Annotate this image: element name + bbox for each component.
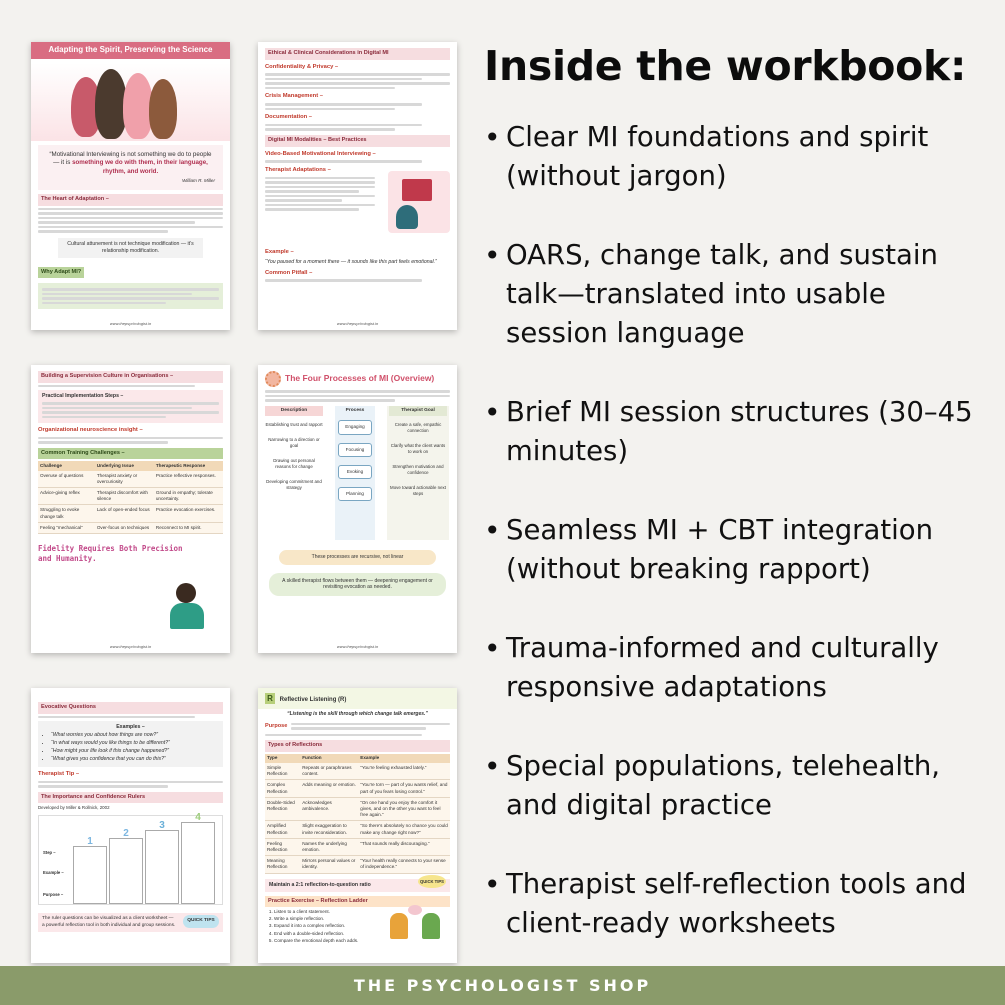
column-header: Therapist Goal bbox=[389, 406, 447, 416]
purpose-label: Purpose bbox=[265, 722, 288, 729]
section-heading: Confidentiality & Privacy – bbox=[265, 63, 339, 70]
quick-tips-badge: QUICK TIPS bbox=[418, 875, 446, 889]
body-text bbox=[291, 721, 450, 732]
feature-item: • Seamless MI + CBT integration (without breaking rapport) bbox=[484, 511, 984, 589]
table-cell: Lack of open-ended focus bbox=[95, 505, 154, 522]
table-header: Challenge bbox=[38, 461, 95, 470]
workbook-heading: Inside the workbook: bbox=[484, 42, 967, 90]
ratio-text: Maintain a 2:1 reflection-to-question ratio bbox=[269, 881, 371, 888]
tagline bbox=[38, 544, 223, 564]
table-row bbox=[265, 856, 450, 873]
table-cell: Ground in empathy; tolerate uncertainty. bbox=[154, 487, 223, 504]
page-footer: www.thepsychologist.in bbox=[109, 643, 152, 649]
sub-heading: Why Adapt MI? bbox=[38, 267, 84, 279]
process-description: Narrowing to a direction or goal bbox=[268, 437, 320, 449]
source-note: Developed by Miller & Rollnick, 2002 bbox=[38, 805, 110, 811]
table-cell: Adds meaning or emotion. bbox=[300, 780, 358, 797]
process-pill: Engaging bbox=[338, 420, 372, 434]
body-text bbox=[265, 124, 450, 131]
page-title: Ethical & Clinical Considerations in Digital MI bbox=[265, 48, 450, 60]
examples-box bbox=[38, 721, 223, 767]
table-header: Type bbox=[265, 754, 300, 763]
conversation-illustration bbox=[388, 905, 444, 941]
section-heading: Common Training Challenges – bbox=[38, 448, 223, 460]
feature-item: • OARS, change talk, and sustain talk—translated into usable session language bbox=[484, 236, 984, 353]
page-title: Evocative Questions bbox=[38, 702, 223, 714]
workbook-page-supervision bbox=[31, 365, 230, 653]
table-cell: Complex Reflection bbox=[265, 780, 300, 797]
table-cell: Feeling “mechanical” bbox=[38, 522, 95, 533]
process-description: Developing commitment and strategy bbox=[266, 479, 322, 491]
quote-part-b: something we do with them, in their language, rhythm, and world. bbox=[72, 159, 208, 175]
column-header: Description bbox=[265, 406, 323, 416]
workbook-page-digital-mi bbox=[258, 42, 457, 330]
table-cell: Slight exaggeration to invite reconsideration. bbox=[300, 821, 358, 838]
table-cell: Simple Reflection bbox=[265, 763, 300, 780]
section-heading: Examples – bbox=[116, 724, 145, 731]
table-row bbox=[38, 471, 223, 488]
table-row bbox=[265, 821, 450, 838]
process-goal: Create a safe, empathic connection bbox=[394, 422, 442, 434]
list-item: 5. Compare the emotional depth each adds. bbox=[274, 938, 377, 944]
table-cell: Meaning Reflection bbox=[265, 856, 300, 873]
page-footer: www.thepsychologist.in bbox=[109, 320, 152, 326]
body-text bbox=[42, 402, 219, 418]
workbook-page-evocative-questions bbox=[31, 688, 230, 963]
list-item: • “What gives you confidence that you can do this?” bbox=[51, 756, 219, 763]
section-heading: The Heart of Adaptation – bbox=[38, 194, 223, 206]
process-pill: Focusing bbox=[338, 443, 372, 457]
table-cell: Over-focus on techniques bbox=[95, 522, 154, 533]
table-row bbox=[265, 763, 450, 780]
row-label: Step – bbox=[43, 850, 56, 856]
video-call-illustration bbox=[388, 171, 450, 233]
reflections-table bbox=[265, 754, 450, 874]
table-cell: “You’re torn — part of you wants relief, and part of you fears losing control.” bbox=[358, 780, 450, 797]
title-text: The Four Processes of MI (Overview) bbox=[285, 373, 435, 383]
table-row bbox=[38, 487, 223, 504]
table-cell: “Your health really connects to your sense of independence.” bbox=[358, 856, 450, 873]
quote-author: William R. Miller bbox=[182, 177, 215, 183]
table-header: Underlying Issue bbox=[95, 461, 154, 470]
workbook-page-adapting-spirit bbox=[31, 42, 230, 330]
page-title: Building a Supervision Culture in Organisations – bbox=[38, 371, 223, 383]
table-row bbox=[265, 780, 450, 797]
process-pill: Evoking bbox=[338, 465, 372, 479]
table-cell: Mirrors personal values or identity. bbox=[300, 856, 358, 873]
rulers-diagram bbox=[38, 812, 223, 905]
table-header: Therapeutic Response bbox=[154, 461, 223, 470]
page-title bbox=[258, 688, 457, 709]
step-number: 3 bbox=[159, 820, 165, 832]
section-heading: Practice Exercise – Reflection Ladder bbox=[265, 896, 450, 908]
table-cell: Names the underlying emotion. bbox=[300, 838, 358, 855]
steps-box bbox=[38, 390, 223, 423]
process-goal: Move toward actionable next steps bbox=[390, 485, 446, 496]
step-number: 2 bbox=[123, 828, 129, 840]
table-row bbox=[265, 838, 450, 855]
list-item: 1. Listen to a client statement. bbox=[274, 909, 377, 915]
body-text bbox=[38, 716, 223, 719]
tagline: “Listening is the skill through which change talk emerges.” bbox=[287, 711, 428, 718]
body-text bbox=[265, 734, 450, 737]
section-heading: Therapist Tip – bbox=[38, 771, 80, 778]
workbook-page-reflective-listening bbox=[258, 688, 457, 963]
table-cell: Reconnect to MI spirit. bbox=[154, 522, 223, 533]
title-text: Reflective Listening (R) bbox=[279, 697, 347, 703]
gears-icon bbox=[265, 371, 281, 387]
recursive-note: These processes are recursive, not linear bbox=[279, 550, 436, 565]
process-diagram bbox=[265, 406, 450, 544]
table-cell: Therapist anxiety or overcuriosity bbox=[95, 471, 154, 488]
body-text bbox=[38, 437, 223, 444]
body-text bbox=[265, 73, 450, 89]
row-label: Example – bbox=[43, 870, 64, 876]
table-cell: Practice evocation exercises. bbox=[154, 505, 223, 522]
callout-text: The ruler questions can be visualized as a client worksheet — a powerful reflection tool in both individual and group sessions. bbox=[42, 916, 176, 928]
step-number: 1 bbox=[87, 836, 93, 848]
example-text: “You paused for a moment there — it sounds like this part feels emotional.” bbox=[265, 258, 437, 265]
letter-r-icon: R bbox=[265, 693, 275, 704]
table-cell: Practice reflective responses. bbox=[154, 471, 223, 488]
list-item: 4. End with a double-sided reflection. bbox=[274, 931, 377, 937]
process-description: Drawing out personal reasons for change bbox=[273, 458, 315, 470]
table-cell: Feeling Reflection bbox=[265, 838, 300, 855]
table-row bbox=[38, 522, 223, 533]
brand-name: THE PSYCHOLOGIST SHOP bbox=[353, 976, 652, 995]
feature-list bbox=[484, 118, 984, 983]
callout: Cultural attunement is not technique modification — it’s relationship modification. bbox=[58, 238, 203, 258]
list-item: 2. Write a simple reflection. bbox=[274, 916, 377, 922]
step-number: 4 bbox=[195, 812, 201, 824]
section-heading: Example – bbox=[265, 248, 294, 255]
section-heading: Crisis Management – bbox=[265, 93, 323, 100]
list-item: 3. Expand it into a complex reflection. bbox=[274, 923, 377, 929]
section-heading: Practical Implementation Steps – bbox=[42, 393, 124, 400]
row-label: Purpose – bbox=[43, 892, 64, 898]
table-row bbox=[265, 797, 450, 821]
process-description: Establishing trust and rapport bbox=[265, 422, 323, 428]
table-cell: Acknowledges ambivalence. bbox=[300, 797, 358, 821]
quick-tips-badge: QUICK TIPS bbox=[183, 915, 219, 927]
feature-item: • Special populations, telehealth, and digital practice bbox=[484, 747, 984, 825]
feature-item: • Therapist self-reflection tools and client-ready worksheets bbox=[484, 865, 984, 943]
section-heading: Organizational neuroscience insight – bbox=[38, 427, 143, 434]
quote-part-a: “Motivational Interviewing is not something we do to people — it is bbox=[49, 150, 212, 167]
section-heading: Common Pitfall – bbox=[265, 269, 313, 276]
section-heading: Documentation – bbox=[265, 114, 313, 121]
feature-item: • Trauma-informed and culturally responsive adaptations bbox=[484, 629, 984, 707]
feature-item: • Brief MI session structures (30–45 minutes) bbox=[484, 393, 984, 471]
table-cell: Repeats or paraphrases content. bbox=[300, 763, 358, 780]
people-illustration bbox=[31, 63, 230, 141]
body-text bbox=[265, 279, 450, 282]
flow-note: A skilled therapist flows between them — deepening engagement or revisiting evocation as needed. bbox=[269, 573, 446, 597]
feature-item: • Clear MI foundations and spirit (without jargon) bbox=[484, 118, 984, 196]
table-cell: Amplified Reflection bbox=[265, 821, 300, 838]
brand-footer bbox=[0, 966, 1005, 1005]
body-text bbox=[38, 208, 223, 233]
page-title bbox=[265, 371, 450, 388]
process-goal: Clarify what the client wants to work on bbox=[390, 443, 446, 455]
workbook-page-four-processes bbox=[258, 365, 457, 653]
table-cell: Therapist discomfort with silence bbox=[95, 487, 154, 504]
list-item: • “What worries you about how things are now?” bbox=[51, 732, 219, 739]
table-row bbox=[38, 505, 223, 522]
section-heading: Therapist Adaptations – bbox=[265, 166, 331, 173]
body-text bbox=[38, 385, 223, 388]
body-text bbox=[38, 781, 223, 788]
table-cell: Advice-giving reflex bbox=[38, 487, 95, 504]
thinking-person-illustration bbox=[166, 583, 208, 631]
section-heading: The Importance and Confidence Rulers bbox=[38, 792, 223, 804]
body-text bbox=[265, 177, 375, 211]
tagline-line-a: Fidelity Requires Both Precision bbox=[38, 543, 183, 553]
tagline-line-b: and Humanity. bbox=[38, 554, 97, 564]
page-footer: www.thepsychologist.in bbox=[336, 320, 379, 326]
ratio-note bbox=[265, 879, 450, 892]
table-cell: “On one hand you enjoy the comfort it gives, and on the other you want to feel free again.” bbox=[358, 797, 450, 821]
page-footer: www.thepsychologist.in bbox=[336, 643, 379, 649]
table-cell: “So there’s absolutely no chance you could make any change right now?” bbox=[358, 821, 450, 838]
list-item: • “How might your life look if this change happened?” bbox=[51, 748, 219, 755]
table-header: Example bbox=[358, 754, 450, 763]
list-item: • “In what ways would you like things to be different?” bbox=[51, 740, 219, 747]
ruler-callout bbox=[38, 913, 223, 932]
column-header: Process bbox=[345, 407, 365, 413]
section-heading: Digital MI Modalities – Best Practices bbox=[265, 135, 450, 147]
table-cell: Overuse of questions bbox=[38, 471, 95, 488]
challenges-table bbox=[38, 461, 223, 534]
section-heading: Video-Based Motivational Interviewing – bbox=[265, 150, 376, 157]
bullet-box bbox=[38, 283, 223, 309]
page-title: Adapting the Spirit, Preserving the Science bbox=[31, 42, 230, 59]
body-text bbox=[265, 103, 450, 110]
table-cell: “You’re feeling exhausted lately.” bbox=[358, 763, 450, 780]
table-cell: “That sounds really discouraging.” bbox=[358, 838, 450, 855]
section-heading: Types of Reflections bbox=[265, 740, 450, 752]
table-cell: Struggling to evoke change talk bbox=[38, 505, 95, 522]
process-goal: Strengthen motivation and confidence bbox=[392, 464, 444, 476]
body-text bbox=[265, 390, 450, 402]
body-text bbox=[265, 160, 450, 163]
process-pill: Planning bbox=[338, 487, 372, 501]
miller-quote bbox=[38, 145, 223, 190]
table-header: Function bbox=[300, 754, 358, 763]
table-cell: Double-Sided Reflection bbox=[265, 797, 300, 821]
